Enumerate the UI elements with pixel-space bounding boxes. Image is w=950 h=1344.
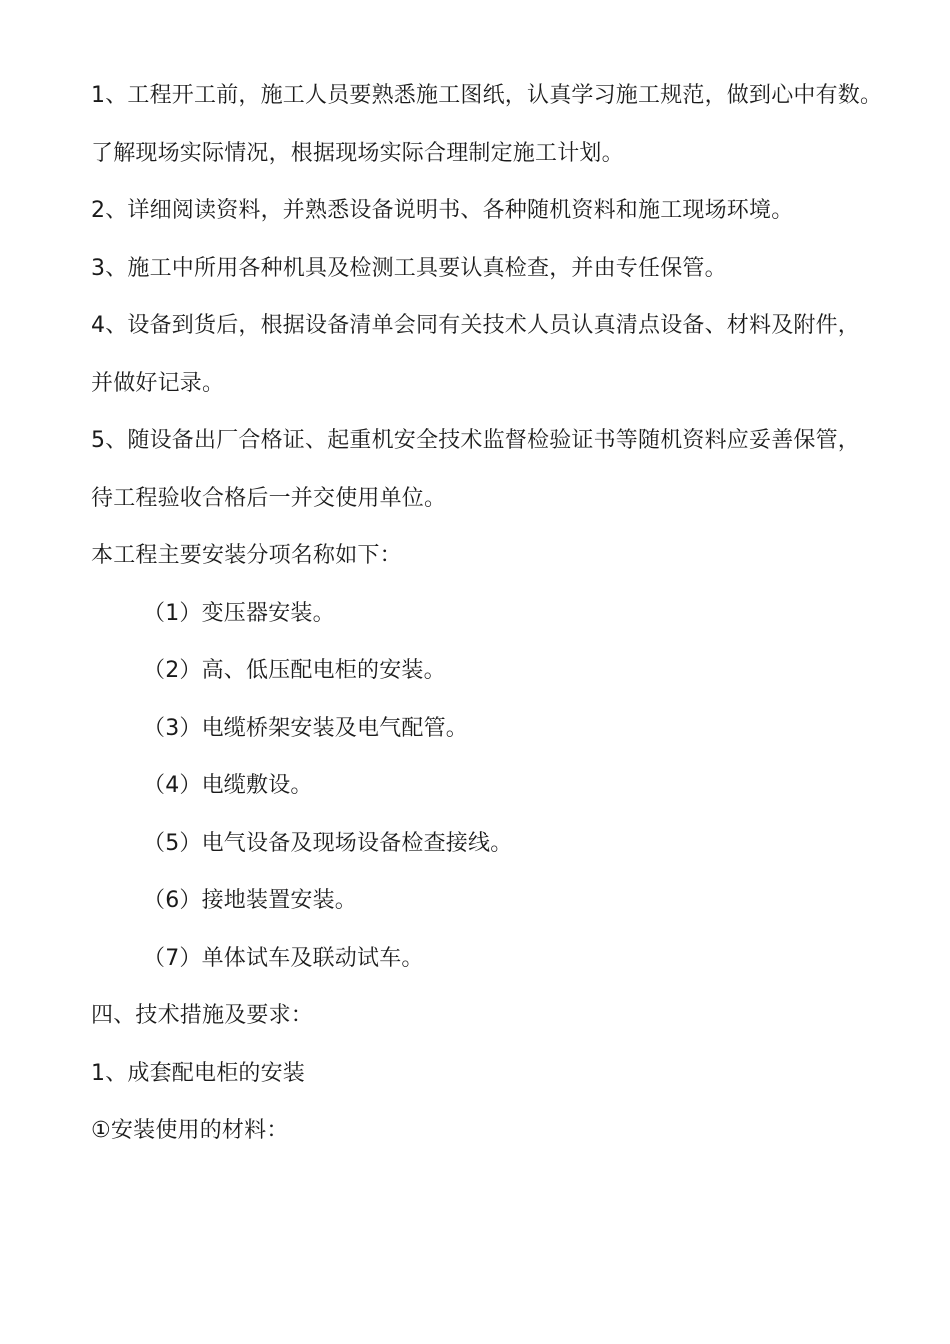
paragraph-item-4-continuation: 并做好记录。 (91, 370, 225, 396)
paragraph-item-2: 2、详细阅读资料，并熟悉设备说明书、各种随机资料和施工现场环境。 (91, 198, 794, 223)
paragraph-item-5-continuation: 待工程验收合格后一并交使用单位。 (91, 485, 447, 511)
list-item: （6）接地装置安装。 (143, 888, 357, 913)
paragraph-item-3: 3、施工中所用各种机具及检测工具要认真检查，并由专任保管。 (91, 255, 727, 281)
paragraph-item-5: 5、随设备出厂合格证、起重机安全技术监督检验证书等随机资料应妥善保管， (91, 428, 860, 453)
list-item: （1）变压器安装。 (143, 600, 335, 626)
paragraph-item-1: 1、工程开工前，施工人员要熟悉施工图纸，认真学习施工规范，做到心中有数。 (91, 83, 883, 108)
paragraph-item-4: 4、设备到货后，根据设备清单会同有关技术人员认真清点设备、材料及附件， (91, 313, 860, 338)
subsection-item: ①安装使用的材料： (91, 1118, 289, 1143)
list-item: （3）电缆桥架安装及电气配管。 (143, 715, 468, 741)
paragraph-item-1-continuation: 了解现场实际情况，根据现场实际合理制定施工计划。 (91, 140, 624, 166)
list-item: （4）电缆敷设。 (143, 773, 313, 798)
list-item: （5）电气设备及现场设备检查接线。 (143, 830, 513, 856)
document-page (91, 67, 883, 1160)
list-item: （7）单体试车及联动试车。 (143, 945, 424, 971)
list-item: （2）高、低压配电柜的安装。 (143, 658, 446, 683)
section-intro: 本工程主要安装分项名称如下： (91, 543, 402, 568)
subsection-heading: 1、成套配电柜的安装 (91, 1060, 305, 1086)
section-heading: 四、技术措施及要求： (91, 1003, 314, 1028)
